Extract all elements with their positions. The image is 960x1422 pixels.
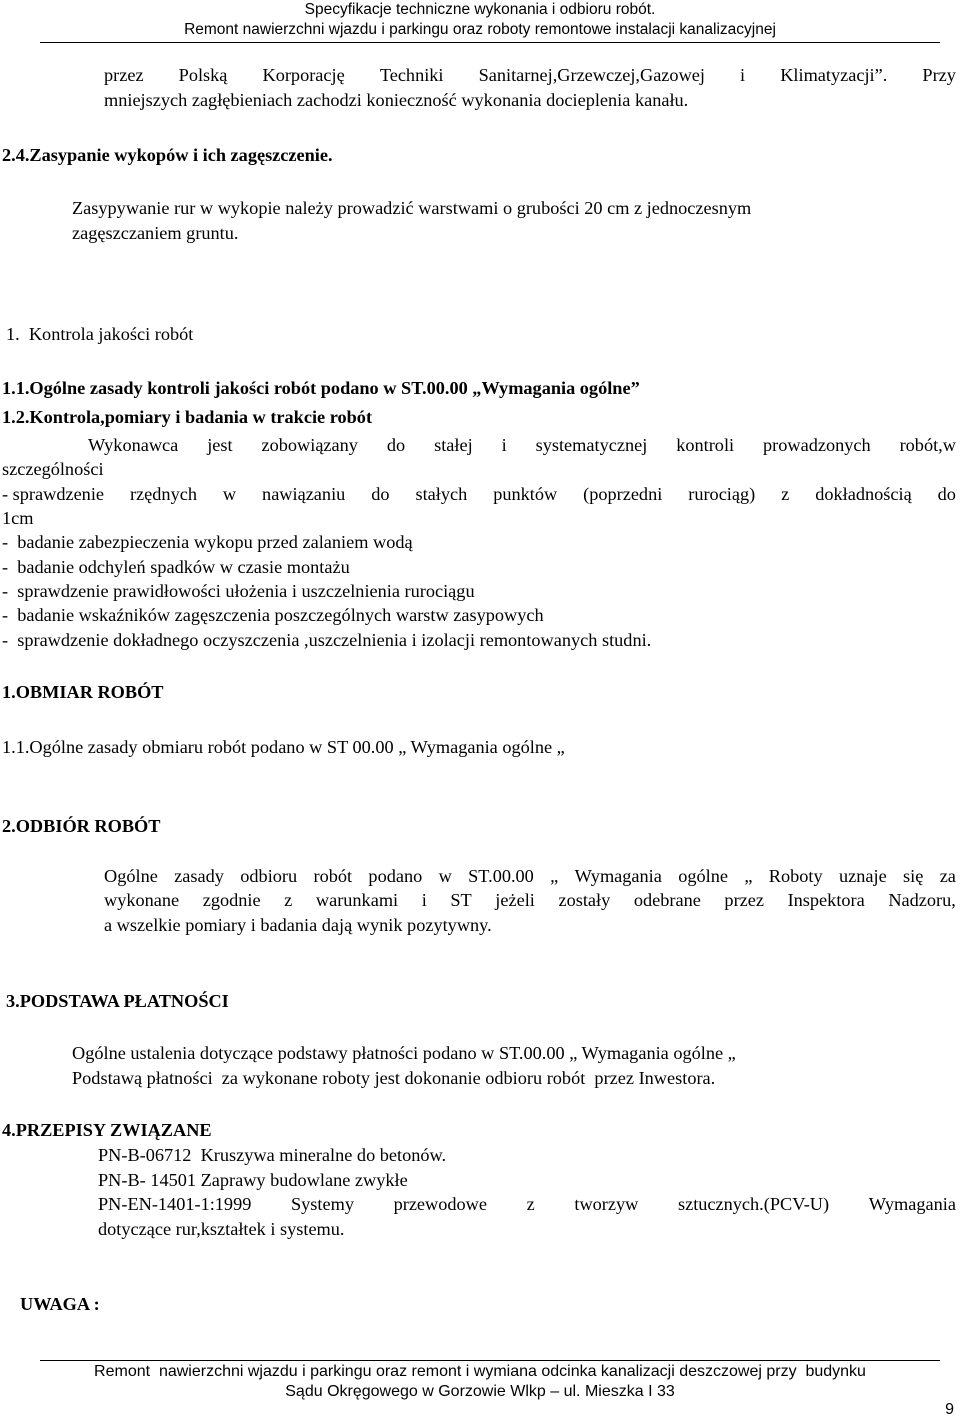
word: ST bbox=[450, 890, 472, 910]
intro-line-1 bbox=[104, 63, 956, 87]
word: do bbox=[371, 484, 390, 504]
word: Klimatyzacji”. bbox=[780, 65, 888, 85]
section-2-4-line-2: zagęszczaniem gruntu. bbox=[72, 223, 239, 243]
word: warunkami bbox=[315, 890, 399, 910]
obmiar-line: 1.1.Ogólne zasady obmiaru robót podano w ST 00.00 „ Wymagania ogólne „ bbox=[2, 737, 565, 757]
word: do bbox=[937, 484, 956, 504]
intro-line-2: mniejszych zagłębieniach zachodzi konieczność wykonania docieplenia kanału. bbox=[104, 90, 689, 110]
footer-divider bbox=[40, 1360, 940, 1361]
platnosci-line-1: Ogólne ustalenia dotyczące podstawy płatności podano w ST.00.00 „ Wymagania ogólne „ bbox=[72, 1043, 736, 1063]
word: prowadzonych bbox=[763, 435, 871, 455]
word: z bbox=[284, 890, 293, 910]
word: i bbox=[501, 435, 507, 455]
word: w bbox=[222, 484, 237, 504]
word: przewodowe bbox=[393, 1194, 487, 1214]
word: wykonane bbox=[104, 890, 180, 910]
przepisy-line-3 bbox=[98, 1192, 956, 1216]
header-title: Specyfikacje techniczne wykonania i odbioru robót. bbox=[304, 1, 656, 18]
footer-line-2: Sądu Okręgowego w Gorzowie Wlkp – ul. Mieszka I 33 bbox=[285, 1383, 675, 1400]
word: PN-EN-1401-1:1999 bbox=[98, 1194, 252, 1214]
word: Ogólne bbox=[104, 866, 158, 886]
section-1-2-item-1 bbox=[2, 482, 956, 506]
word: nawiązaniu bbox=[262, 484, 346, 504]
word: z bbox=[781, 484, 790, 504]
word: robót bbox=[313, 866, 353, 886]
word: przez bbox=[724, 890, 764, 910]
word: i bbox=[421, 890, 427, 910]
przepisy-heading: 4.PRZEPISY ZWIĄZANE bbox=[2, 1120, 212, 1140]
word: zasady bbox=[174, 866, 224, 886]
word: stałych bbox=[415, 484, 468, 504]
word: Korporację bbox=[262, 65, 345, 85]
section-1-2-heading: 1.2.Kontrola,pomiary i badania w trakcie robót bbox=[2, 407, 373, 427]
word: Systemy bbox=[290, 1194, 354, 1214]
word: dokładnością bbox=[815, 484, 912, 504]
section-1-2-para-line-2: szczególności bbox=[2, 459, 104, 479]
page-number: 9 bbox=[945, 1401, 954, 1418]
platnosci-heading: 3.PODSTAWA PŁATNOŚCI bbox=[6, 991, 229, 1011]
word: Sanitarnej,Grzewczej,Gazowej bbox=[478, 65, 705, 85]
word: robót,w bbox=[899, 435, 956, 455]
section-1-2-item: - sprawdzenie dokładnego oczyszczenia ,uszczelnienia i izolacji remontowanych studni. bbox=[2, 630, 652, 650]
section-1-2-item: - badanie zabezpieczenia wykopu przed zalaniem wodą bbox=[2, 532, 413, 552]
section-1-2-item: - sprawdzenie prawidłowości ułożenia i uszczelnienia rurociągu bbox=[2, 581, 475, 601]
section-1-heading: 1. Kontrola jakości robót bbox=[6, 324, 194, 344]
footer-line-1: Remont nawierzchni wjazdu i parkingu oraz remont i wymiana odcinka kanalizacji deszczowej przy budynku bbox=[94, 1363, 866, 1380]
word: Nadzoru, bbox=[888, 890, 956, 910]
obmiar-heading: 1.OBMIAR ROBÓT bbox=[2, 682, 164, 702]
word: zostały bbox=[558, 890, 611, 910]
word: Techniki bbox=[379, 65, 444, 85]
platnosci-line-2: Podstawą płatności za wykonane roboty jest dokonanie odbioru robót przez Inwestora. bbox=[72, 1068, 716, 1088]
word: punktów bbox=[493, 484, 558, 504]
word: zgodnie bbox=[202, 890, 261, 910]
word: kontroli bbox=[676, 435, 735, 455]
word: podano bbox=[368, 866, 423, 886]
word: i bbox=[740, 65, 746, 85]
word: - sprawdzenie bbox=[2, 484, 105, 504]
word: Przy bbox=[922, 65, 956, 85]
word: Wymagania bbox=[868, 1194, 956, 1214]
word: jeżeli bbox=[495, 890, 535, 910]
word: Roboty bbox=[768, 866, 823, 886]
word: Inspektora bbox=[787, 890, 865, 910]
word: rzędnych bbox=[129, 484, 197, 504]
przepisy-line-1: PN-B-06712 Kruszywa mineralne do betonów. bbox=[98, 1145, 447, 1165]
word: w bbox=[438, 866, 452, 886]
odbior-line-3: a wszelkie pomiary i badania dają wynik pozytywny. bbox=[104, 915, 492, 935]
word: „ bbox=[744, 866, 753, 886]
word: z bbox=[526, 1194, 535, 1214]
odbior-line-1 bbox=[104, 864, 956, 888]
header-subtitle: Remont nawierzchni wjazdu i parkingu oraz roboty remontowe instalacji kanalizacyjnej bbox=[184, 21, 776, 38]
word: przez bbox=[104, 65, 144, 85]
section-2-4-line-1: Zasypywanie rur w wykopie należy prowadzić warstwami o grubości 20 cm z jednoczesnym bbox=[72, 198, 752, 218]
odbior-line-2 bbox=[104, 888, 956, 912]
section-2-4-heading: 2.4.Zasypanie wykopów i ich zagęszczenie. bbox=[2, 145, 333, 165]
word: Wymagania bbox=[574, 866, 662, 886]
section-1-2-item: - badanie wskaźników zagęszczenia poszczególnych warstw zasypowych bbox=[2, 605, 544, 625]
odbior-heading: 2.ODBIÓR ROBÓT bbox=[2, 816, 161, 836]
word: systematycznej bbox=[535, 435, 648, 455]
word: Polską bbox=[178, 65, 228, 85]
uwaga-label: UWAGA : bbox=[20, 1294, 100, 1314]
word: Wykonawca bbox=[88, 435, 179, 455]
word: ST.00.00 bbox=[468, 866, 534, 886]
word: (poprzedni bbox=[583, 484, 663, 504]
word: tworzyw bbox=[574, 1194, 639, 1214]
word: odebrane bbox=[633, 890, 701, 910]
word: jest bbox=[207, 435, 233, 455]
przepisy-line-4: dotyczące rur,kształtek i systemu. bbox=[98, 1219, 345, 1239]
header-divider bbox=[40, 42, 940, 43]
word: uznaje bbox=[838, 866, 887, 886]
przepisy-line-2: PN-B- 14501 Zaprawy budowlane zwykłe bbox=[98, 1170, 408, 1190]
section-1-2-item-1-cont: 1cm bbox=[2, 508, 34, 528]
word: zobowiązany bbox=[261, 435, 358, 455]
section-1-1-heading: 1.1.Ogólne zasady kontroli jakości robót podano w ST.00.00 „Wymagania ogólne” bbox=[2, 378, 640, 398]
word: sztucznych.(PCV-U) bbox=[677, 1194, 830, 1214]
word: „ bbox=[550, 866, 559, 886]
word: do bbox=[386, 435, 406, 455]
word: ogólne bbox=[678, 866, 728, 886]
section-1-2-para-line-1 bbox=[88, 433, 956, 457]
word: rurociąg) bbox=[688, 484, 756, 504]
word: za bbox=[939, 866, 956, 886]
word: się bbox=[903, 866, 924, 886]
word: stałej bbox=[434, 435, 473, 455]
section-1-2-item: - badanie odchyleń spadków w czasie montażu bbox=[2, 557, 350, 577]
word: odbioru bbox=[240, 866, 298, 886]
